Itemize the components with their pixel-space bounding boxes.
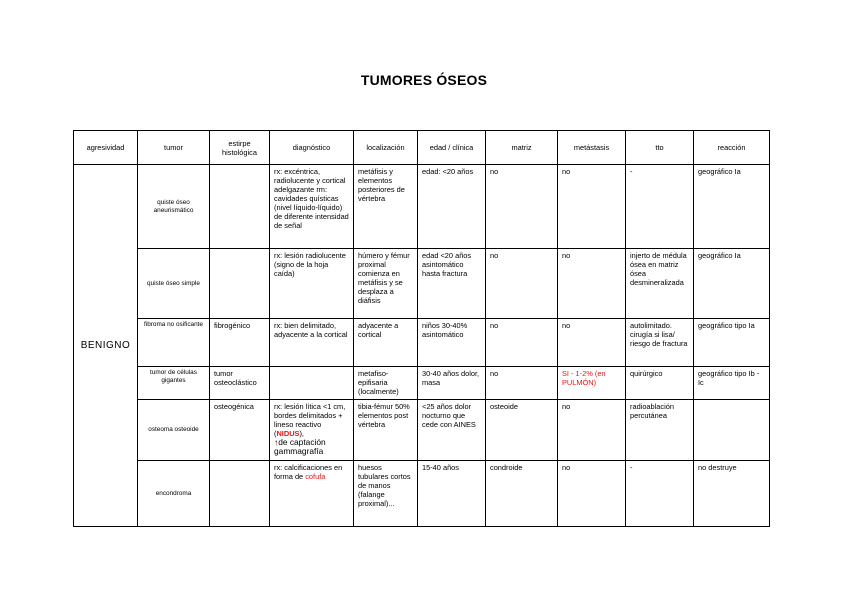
- matriz-cell: no: [486, 319, 558, 367]
- diagnostico-line2: ↑de captación gammagrafía: [274, 437, 326, 456]
- header-localizacion: localización: [354, 131, 418, 165]
- metastasis-cell: no: [558, 165, 626, 249]
- tumor-name: tumor de células gigantes: [138, 367, 210, 400]
- metastasis-cell: no: [558, 249, 626, 319]
- matriz-cell: osteoide: [486, 400, 558, 461]
- table-row: [74, 400, 770, 461]
- estirpe-cell: tumor osteoclástico: [210, 367, 270, 400]
- tto-cell: autolimitado. cirugía si lisa/ riesgo de fractura: [626, 319, 694, 367]
- tumor-name: osteoma osteoide: [138, 400, 210, 461]
- tumor-name: quiste óseo simple: [138, 249, 210, 319]
- localizacion-cell: metafiso-epifisaria (localmente): [354, 367, 418, 400]
- matriz-cell: condroide: [486, 461, 558, 527]
- tumor-name: quiste óseo aneurismático: [138, 165, 210, 249]
- reaccion-cell: geográfico tipo Ia: [694, 319, 770, 367]
- page-title: TUMORES ÓSEOS: [360, 72, 488, 88]
- diagnostico-cell: rx: lesión radiolucente (signo de la hoja caída): [270, 249, 354, 319]
- edad-cell: edad: <20 años: [418, 165, 486, 249]
- diagnostico-cell: [270, 400, 354, 461]
- tto-cell: -: [626, 165, 694, 249]
- header-diagnostico: diagnóstico: [270, 131, 354, 165]
- header-tumor: tumor: [138, 131, 210, 165]
- diagnostico-cell: [270, 461, 354, 527]
- diagnostico-text: ),: [299, 429, 304, 438]
- localizacion-cell: húmero y fémur proximal comienza en metáfisis y se desplaza a diáfisis: [354, 249, 418, 319]
- edad-cell: 30-40 años dolor, masa: [418, 367, 486, 400]
- estirpe-cell: [210, 249, 270, 319]
- diagnostico-cell: [270, 367, 354, 400]
- header-agresividad: agresividad: [74, 131, 138, 165]
- header-metastasis: metástasis: [558, 131, 626, 165]
- metastasis-cell: no: [558, 319, 626, 367]
- cofufa-highlight: cofufa: [305, 472, 326, 481]
- reaccion-cell: [694, 400, 770, 461]
- metastasis-cell: no: [558, 461, 626, 527]
- reaccion-cell: no destruye: [694, 461, 770, 527]
- header-row: [74, 131, 770, 165]
- header-edad: edad / clínica: [418, 131, 486, 165]
- diagnostico-cell: rx: bien delimitado, adyacente a la cortical: [270, 319, 354, 367]
- estirpe-cell: [210, 461, 270, 527]
- estirpe-cell: [210, 165, 270, 249]
- localizacion-cell: adyacente a cortical: [354, 319, 418, 367]
- matriz-cell: no: [486, 249, 558, 319]
- tto-cell: -: [626, 461, 694, 527]
- reaccion-cell: geográfico tipo Ib - Ic: [694, 367, 770, 400]
- metastasis-cell: SI - 1-2% (en PULMÓN): [558, 367, 626, 400]
- edad-cell: 15-40 años: [418, 461, 486, 527]
- estirpe-cell: fibrogénico: [210, 319, 270, 367]
- reaccion-cell: geográfico Ia: [694, 249, 770, 319]
- estirpe-cell: osteogénica: [210, 400, 270, 461]
- diagnostico-text: rx: lesión lítica <1 cm, bordes delimitados + lineso reactivo (: [274, 402, 346, 438]
- tumor-name: encondroma: [138, 461, 210, 527]
- edad-cell: <25 años dolor nocturno que cede con AINES: [418, 400, 486, 461]
- edad-cell: edad <20 años asintomático hasta fractura: [418, 249, 486, 319]
- table-row: [74, 165, 770, 249]
- tumor-name: fibroma no osificante: [138, 319, 210, 367]
- localizacion-cell: tibia-fémur 50% elementos post vértebra: [354, 400, 418, 461]
- group-label: BENIGNO: [74, 165, 138, 527]
- tumors-table: [73, 130, 770, 527]
- header-reaccion: reacción: [694, 131, 770, 165]
- localizacion-cell: metáfisis y elementos posteriores de vértebra: [354, 165, 418, 249]
- tto-cell: quirúrgico: [626, 367, 694, 400]
- diagnostico-text: rx: calcificaciones en forma de: [274, 463, 343, 481]
- edad-cell: niños 30-40% asintomático: [418, 319, 486, 367]
- diagnostico-cell: rx: excéntrica, radiolucente y cortical adelgazante rm: cavidades quísticas (nivel líquido-líquido) de diferente intensidad de señal: [270, 165, 354, 249]
- matriz-cell: no: [486, 367, 558, 400]
- table-row: [74, 249, 770, 319]
- table-row: [74, 319, 770, 367]
- nidus-highlight: NIDUS: [276, 429, 300, 438]
- reaccion-cell: geográfico Ia: [694, 165, 770, 249]
- metastasis-cell: no: [558, 400, 626, 461]
- tto-cell: injerto de médula ósea en matriz ósea desmineralizada: [626, 249, 694, 319]
- table-row: [74, 367, 770, 400]
- table-row: [74, 461, 770, 527]
- matriz-cell: no: [486, 165, 558, 249]
- header-estirpe: estirpe histológica: [210, 131, 270, 165]
- localizacion-cell: huesos tubulares cortos de manos (falange proximal)...: [354, 461, 418, 527]
- header-matriz: matriz: [486, 131, 558, 165]
- tto-cell: radioablación percutánea: [626, 400, 694, 461]
- header-tto: tto: [626, 131, 694, 165]
